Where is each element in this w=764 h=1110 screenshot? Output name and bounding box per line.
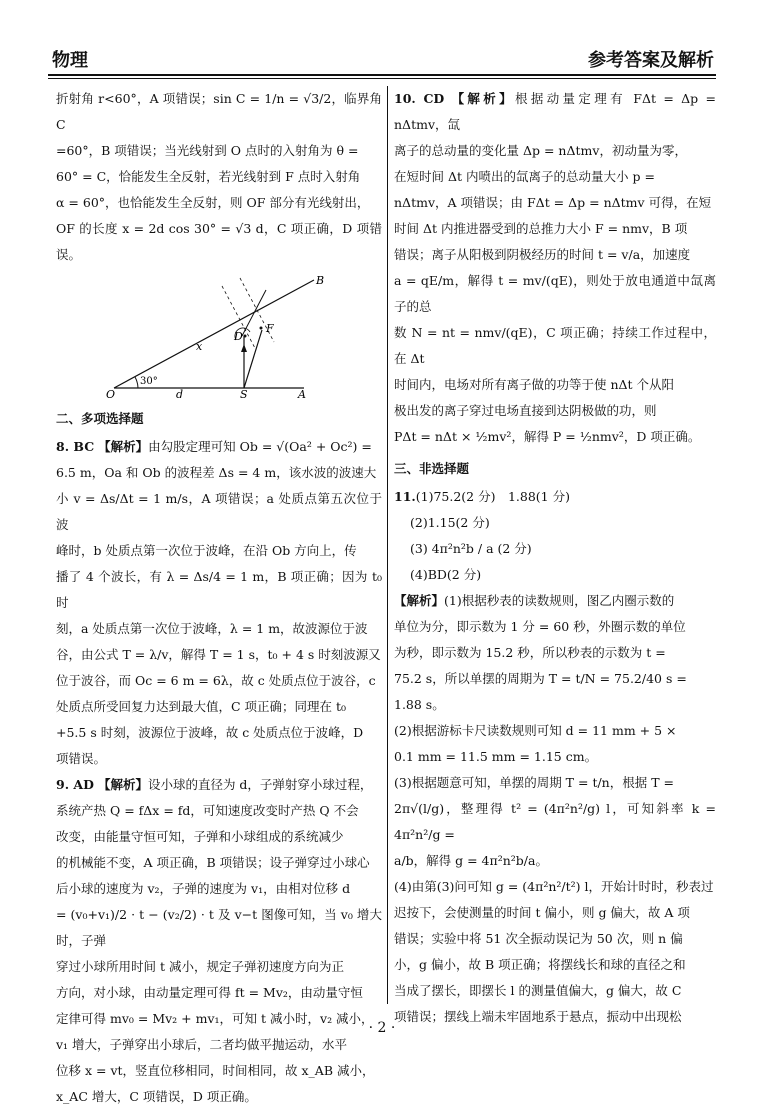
q9-line: = (v₀+v₁)/2 · t − (v₂/2) · t 及 v−t 图像可知，当 v₀ 增大时，子弹 [56,907,382,948]
q8-line: 由勾股定理可知 Ob = √(Oa² + Oc²) = [148,439,372,454]
intro-line: α = 60°，也恰能发生全反射，则 OF 部分有光线射出， [56,195,370,210]
section-heading: 三、非选择题 [394,461,470,476]
q8-line: 位于波谷，而 Oc = 6 m = 6λ，故 c 处质点位于波谷，c [56,673,376,688]
q9-line: 后小球的速度为 v₂，子弹的速度为 v₁，由相对位移 d [56,881,351,896]
header-rule-thin [48,78,716,79]
q10-number: 10. CD [394,91,445,106]
q11-line: (1)根据秒表的读数规则，图乙内圈示数的 [444,593,675,608]
reflect-ray [242,290,266,336]
label-angle: 30° [140,376,158,387]
q8-line: 刻，a 处质点第一次位于波峰，λ = 1 m，故波源位于波 [56,621,368,636]
q9-line: 设小球的直径为 d，子弹射穿小球过程， [147,777,373,792]
page-header [48,30,716,78]
q8-line: 处质点所受回复力达到最大值，C 项正确；同理在 t₀ [56,699,347,714]
q10-line: 离子的总动量的变化量 Δp = nΔtmv，初动量为零， [394,143,687,158]
q11-answer: (2)1.15(2 分) [410,515,490,530]
q8-mark: 【解析】 [98,439,149,454]
q11-line: 0.1 mm = 11.5 mm = 1.15 cm。 [394,749,598,764]
q8-line: 谷，由公式 T = λ/v，解得 T = 1 s，t₀ + 4 s 时刻波源又 [56,647,381,662]
arrow-up-icon [241,344,247,352]
q11-answer: (4)BD(2 分) [410,567,482,582]
point-f [260,327,263,330]
q9-number: 9. AD [56,777,94,792]
label-a: A [298,388,306,400]
q9-line: 改变，由能量守恒可知，子弹和小球组成的系统减少 [56,829,344,844]
column-divider [387,86,388,1004]
q11-line: 75.2 s，所以单摆的周期为 T = t/N = 75.2/40 s = [394,671,687,686]
q9-line: 系统产热 Q = fΔx = fd，可知速度改变时产热 Q 不会 [56,803,359,818]
q10-line: a = qE/m，解得 t = mv/(qE)，则处于放电通道中氙离子的总 [394,273,716,314]
point-d [244,335,247,338]
intro-line: 60° = C，恰能发生全反射，若光线射到 F 点时入射角 [56,169,361,184]
question-9 [56,772,382,1110]
page-number: · 2 · [368,1020,396,1036]
q11-line: 项错误；摆线上端未牢固地系于悬点，振动中出现松 [394,1009,682,1024]
question-8 [56,434,382,772]
q11-mark: 【解析】 [394,593,445,608]
ray-diag [244,330,262,388]
q11-line: a/b，解得 g = 4π²n²b/a。 [394,853,548,868]
subject-label: 物理 [52,50,88,71]
q9-line: 方向，对小球，由动量定理可得 ft = Mv₂，由动量守恒 [56,985,363,1000]
q9-line: v₁ 增大，子弹穿出小球后，二者均做平抛运动，水平 [56,1037,348,1052]
angle-arc [135,377,138,388]
label-b: B [316,274,325,287]
q10-mark: 【解析】 [451,91,515,106]
q8-line: 项错误。 [56,751,107,766]
label-d: D [234,330,243,343]
label-s: S [240,388,248,400]
q8-number: 8. BC [56,439,95,454]
q9-line: 定律可得 mv₀ = Mv₂ + mv₁，可知 t 减小时，v₂ 减小， [56,1011,374,1026]
q11-line: 小，g 偏小，故 B 项正确；将摆线长和球的直径之和 [394,957,686,972]
header-rule-thick [48,74,716,76]
right-column [394,86,716,1030]
intro-line: 折射角 r<60°，A 项错误；sin C = 1/n = √3/2，临界角 C [56,91,382,132]
q11-line: 当成了摆长，即摆长 l 的测量值偏大，g 偏大，故 C [394,983,682,998]
q8-line: +5.5 s 时刻，波源位于波峰，故 c 处质点位于波峰，D [56,725,364,740]
q11-line: 错误；实验中将 51 次全振动误记为 50 次，则 n 偏 [394,931,683,946]
header-title: 参考答案及解析 [588,50,714,71]
intro-block [56,86,382,268]
q8-line: 峰时，b 处质点第一次位于波峰，在沿 Ob 方向上，传 [56,543,357,558]
q10-line: 在短时间 Δt 内喷出的氙离子的总动量大小 p = [394,169,655,184]
q11-line: 1.88 s。 [394,697,445,712]
label-o: O [106,388,116,400]
q10-line: 数 N = nt = nmv/(qE)，C 项正确；持续工作过程中，在 Δt [394,325,716,366]
question-10 [394,86,716,450]
q11-line: (2)根据游标卡尺读数规则可知 d = 11 mm + 5 × [394,723,677,738]
q11-answer: (1)75.2(2 分) 1.88(1 分) [415,489,570,504]
intro-line: OF 的长度 x = 2d cos 30° = √3 d，C 项正确，D 项错误。 [56,221,382,262]
label-d-length: d [176,388,184,400]
intro-line: =60°，B 项错误；当光线射到 O 点时的入射角为 θ = [56,143,359,158]
q10-line: 错误；离子从阳极到阴极经历的时间 t = v/a，加速度 [394,247,691,262]
label-x: x [196,340,203,353]
q11-line: (4)由第(3)问可知 g = (4π²n²/t²) l，开始计时时，秒表过 [394,879,714,894]
q10-line: nΔtmv，A 项错误；由 FΔt = Δp = nΔtmv 可得，在短 [394,195,712,210]
q11-answer: (3) 4π²n²b / a (2 分) [410,541,532,556]
q11-line: 为秒，即示数为 15.2 秒，所以秒表的示数为 t = [394,645,666,660]
q9-line: 的机械能不变，A 项正确，B 项错误；设子弹穿过小球心 [56,855,370,870]
q10-line: 极出发的离子穿过电场直接到达阴极做的功，则 [394,403,657,418]
q11-line: 2π√(l/g)，整理得 t² = (4π²n²/g) l，可知斜率 k = 4π²n²/g = [394,801,716,842]
q10-line: PΔt = nΔt × ½mv²，解得 P = ½nmv²，D 项正确。 [394,429,701,444]
incline-line [114,280,314,388]
q8-line: 小 v = Δs/Δt = 1 m/s，A 项错误；a 处质点第五次位于波 [56,491,382,532]
q11-number: 11. [394,489,416,504]
q11-line: 单位为分，即示数为 1 分 = 60 秒，外圈示数的单位 [394,619,686,634]
label-f: F [266,322,274,335]
q9-mark: 【解析】 [97,777,148,792]
q10-line: 时间内，电场对所有离子做的功等于使 nΔt 个从阳 [394,377,675,392]
q9-line: 位移 x = vt，竖直位移相同，时间相同，故 x_AB 减小， [56,1063,375,1078]
left-column [56,86,382,1110]
optics-diagram [104,270,334,400]
q10-line: 时间 Δt 内推进器受到的总推力大小 F = nmv，B 项 [394,221,688,236]
q9-line: 穿过小球所用时间 t 减小，规定子弹初速度方向为正 [56,959,344,974]
q10-line: 根据动量定理有 FΔt = Δp = nΔtmv，氙 [394,91,716,132]
q8-line: 播了 4 个波长，有 λ = Δs/4 = 1 m，B 项正确；因为 t₀ 时 [56,569,382,610]
question-11 [394,484,716,1030]
q9-line: x_AC 增大，C 项错误，D 项正确。 [56,1089,257,1104]
q8-line: 6.5 m，Oa 和 Ob 的波程差 Δs = 4 m，该水波的波速大 [56,465,377,480]
q11-line: 迟按下，会使测量的时间 t 偏小，则 g 偏大，故 A 项 [394,905,690,920]
q11-line: (3)根据题意可知，单摆的周期 T = t/n，根据 T = [394,775,674,790]
section-heading: 二、多项选择题 [56,411,144,426]
